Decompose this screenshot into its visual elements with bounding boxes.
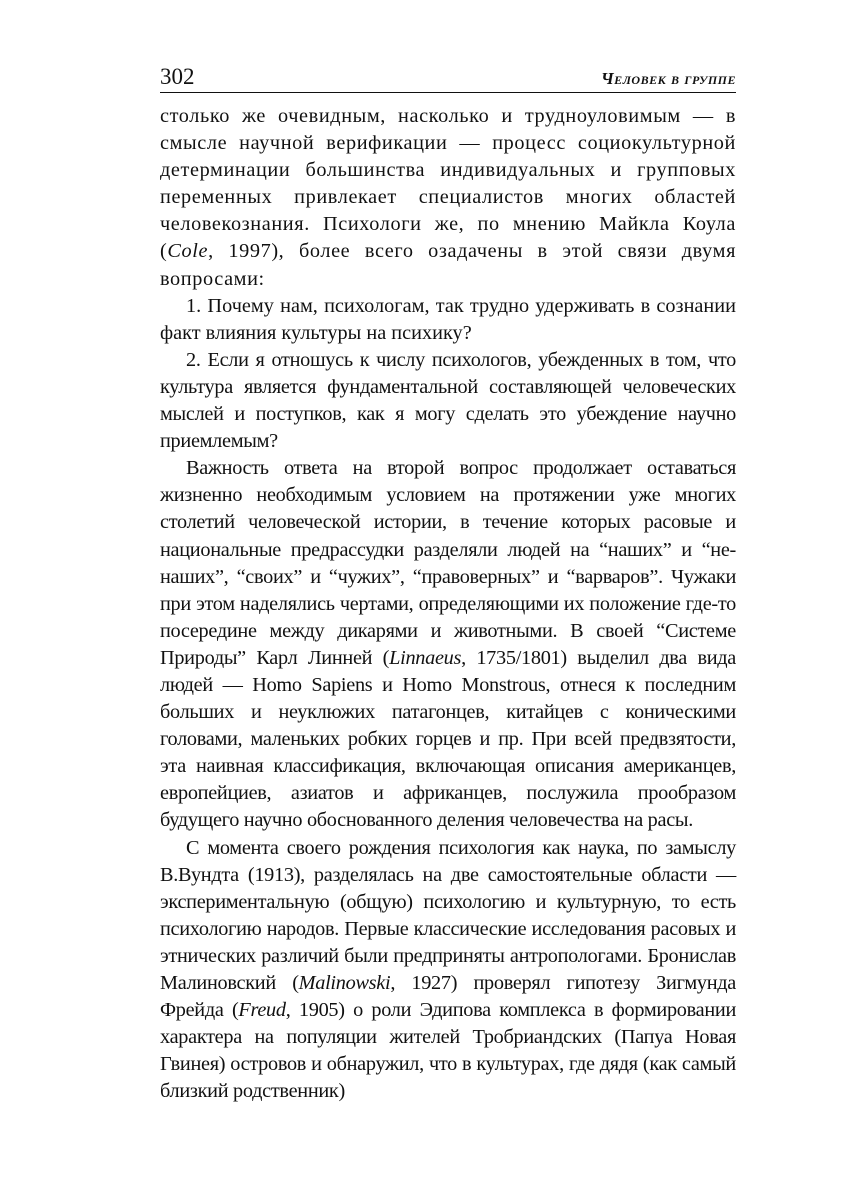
text-run: С момента своего рождения психология как наука, по замыслу В.Вундта (1913), разделялась на две самостоятельные области — экспериментальную (общую) психологию и культурную, то есть психологию народов. Первые классические исследования расовых и этнических различий были предприняты антропологами. Бронислав Малиновский (	[160, 836, 736, 994]
text-run: столько же очевидным, насколько и трудноуловимым — в смысле научной верификации — процесс социокультурной детерминации большинства индивидуальных и групповых переменных привлекает специалистов многих областей человекознания. Психологи же, по мнению Майкла Коула (	[160, 105, 736, 263]
paragraph	[160, 293, 736, 347]
text-run: , 1997), более всего озадачены в этой связи двумя вопросами:	[160, 240, 736, 290]
paragraph	[160, 103, 736, 293]
text-run: 2. Если я отношусь к числу психологов, убежденных в том, что культура является фундаментальной составляющей человеческих мыслей и поступков, как я могу сделать это убеждение научно приемлемым?	[160, 348, 736, 453]
text-run: , 1905) о роли Эдипова комплекса в формировании характера на популяции жителей Тробриандских (Папуа Новая Гвинея) островов и обнаружил, что в культурах, где дядя (как самый близкий родственник)	[160, 999, 736, 1103]
paragraph	[160, 835, 736, 1106]
citation-author: Freud	[238, 999, 286, 1022]
citation-author: Malinowski	[298, 972, 391, 994]
text-run: Важность ответа на второй вопрос продолжает оставаться жизненно необходимым условием на протяжении уже многих столетий человеческой истории, в течение которых расовые и национальные предрассудки разделяли людей на “наших” и “не-наших”, “своих” и “чужих”, “правоверных” и “варваров”. Чужаки при этом наделялись чертами, определяющими их положение где-то посередине между дикарями и животными. В своей “Системе Природы” Карл Линней (	[160, 457, 736, 669]
body-text	[160, 103, 736, 1105]
text-run: 1. Почему нам, психологам, так трудно удерживать в сознании факт влияния культуры на психику?	[160, 294, 736, 344]
running-title: Человек в группе	[600, 69, 736, 88]
paragraph	[160, 347, 736, 455]
citation-author: Linnaeus	[389, 646, 462, 669]
running-head	[160, 58, 736, 93]
citation-author: Cole	[167, 240, 209, 263]
page-number: 302	[160, 64, 195, 89]
text-run: , 1735/1801) выделил два вида людей — Homo Sapiens и Homo Monstrous, отнеся к последним больших и неуклюжих патагонцев, китайцев с коническими головами, маленьких робких горцев и пр. При всей предвзятости, эта наивная классификация, включающая описания американцев, европейциев, азиатов и африканцев, послужила прообразом будущего научно обоснованного деления человечества на расы.	[160, 646, 736, 832]
paragraph	[160, 455, 736, 834]
text-run: , 1927) проверял гипотезу Зигмунда Фрейда (	[160, 972, 736, 1022]
book-page	[160, 58, 736, 1105]
